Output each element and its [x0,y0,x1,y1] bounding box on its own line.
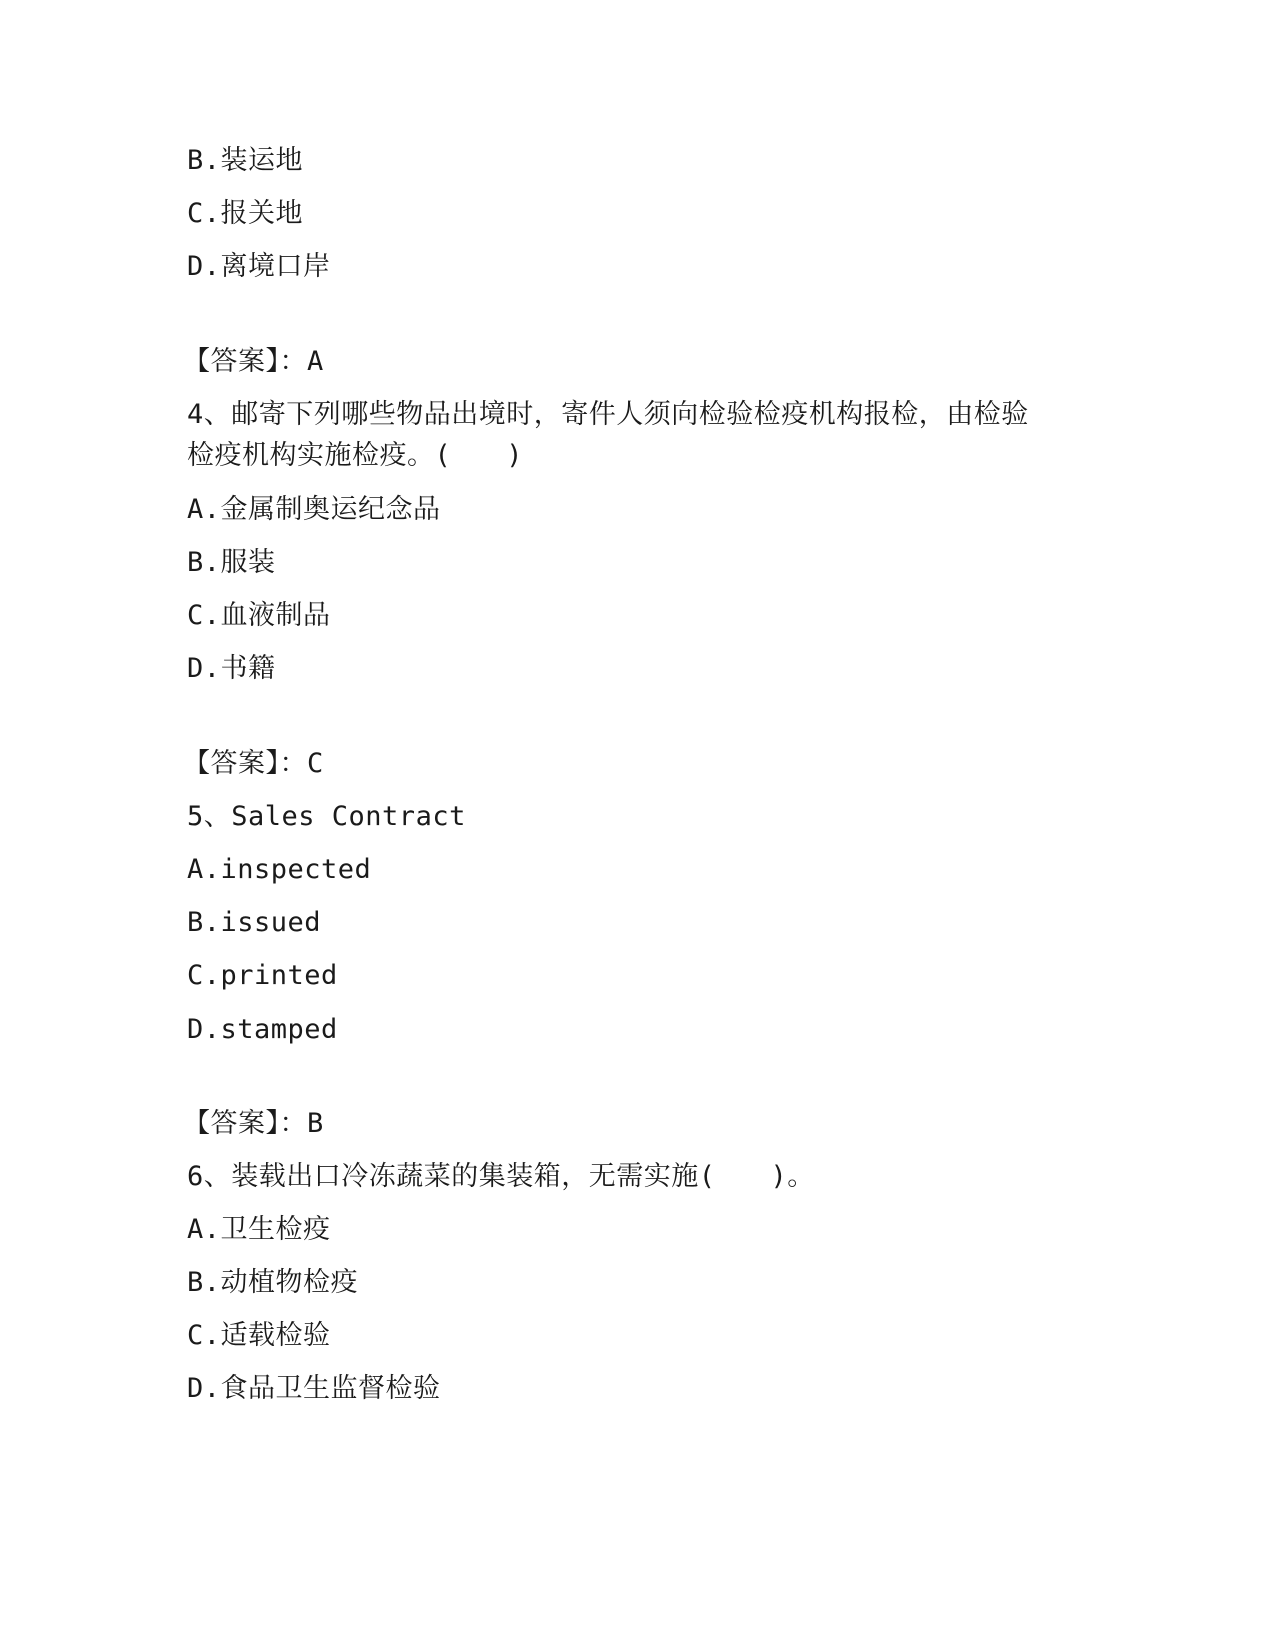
q3-option-b: B.装运地 [187,145,304,176]
q4-stem-line1: 4、邮寄下列哪些物品出境时，寄件人须向检验检疫机构报检，由检验 [187,399,1029,430]
q3-answer: 【答案】：A [183,346,324,377]
q6-option-c: C.适载检验 [187,1320,331,1351]
q5-option-c: C.printed [187,960,338,991]
q5-option-d: D.stamped [187,1014,338,1045]
q5-stem: 5、Sales Contract [187,801,466,832]
q4-option-a: A.金属制奥运纪念品 [187,494,441,525]
q4-option-d: D.书籍 [187,653,276,684]
q4-answer: 【答案】：C [183,748,324,779]
q5-option-a: A.inspected [187,854,372,885]
q3-option-c: C.报关地 [187,198,304,229]
q6-option-d: D.食品卫生监督检验 [187,1373,441,1404]
q4-stem-line2: 检疫机构实施检疫。( ) [187,440,524,471]
q6-stem: 6、装载出口冷冻蔬菜的集装箱，无需实施( )。 [187,1161,815,1192]
q6-option-b: B.动植物检疫 [187,1267,359,1298]
q4-option-b: B.服装 [187,547,276,578]
q3-option-d: D.离境口岸 [187,251,331,282]
q6-option-a: A.卫生检疫 [187,1214,331,1245]
q5-answer: 【答案】：B [183,1108,324,1139]
q5-option-b: B.issued [187,907,322,938]
q4-option-c: C.血液制品 [187,600,331,631]
